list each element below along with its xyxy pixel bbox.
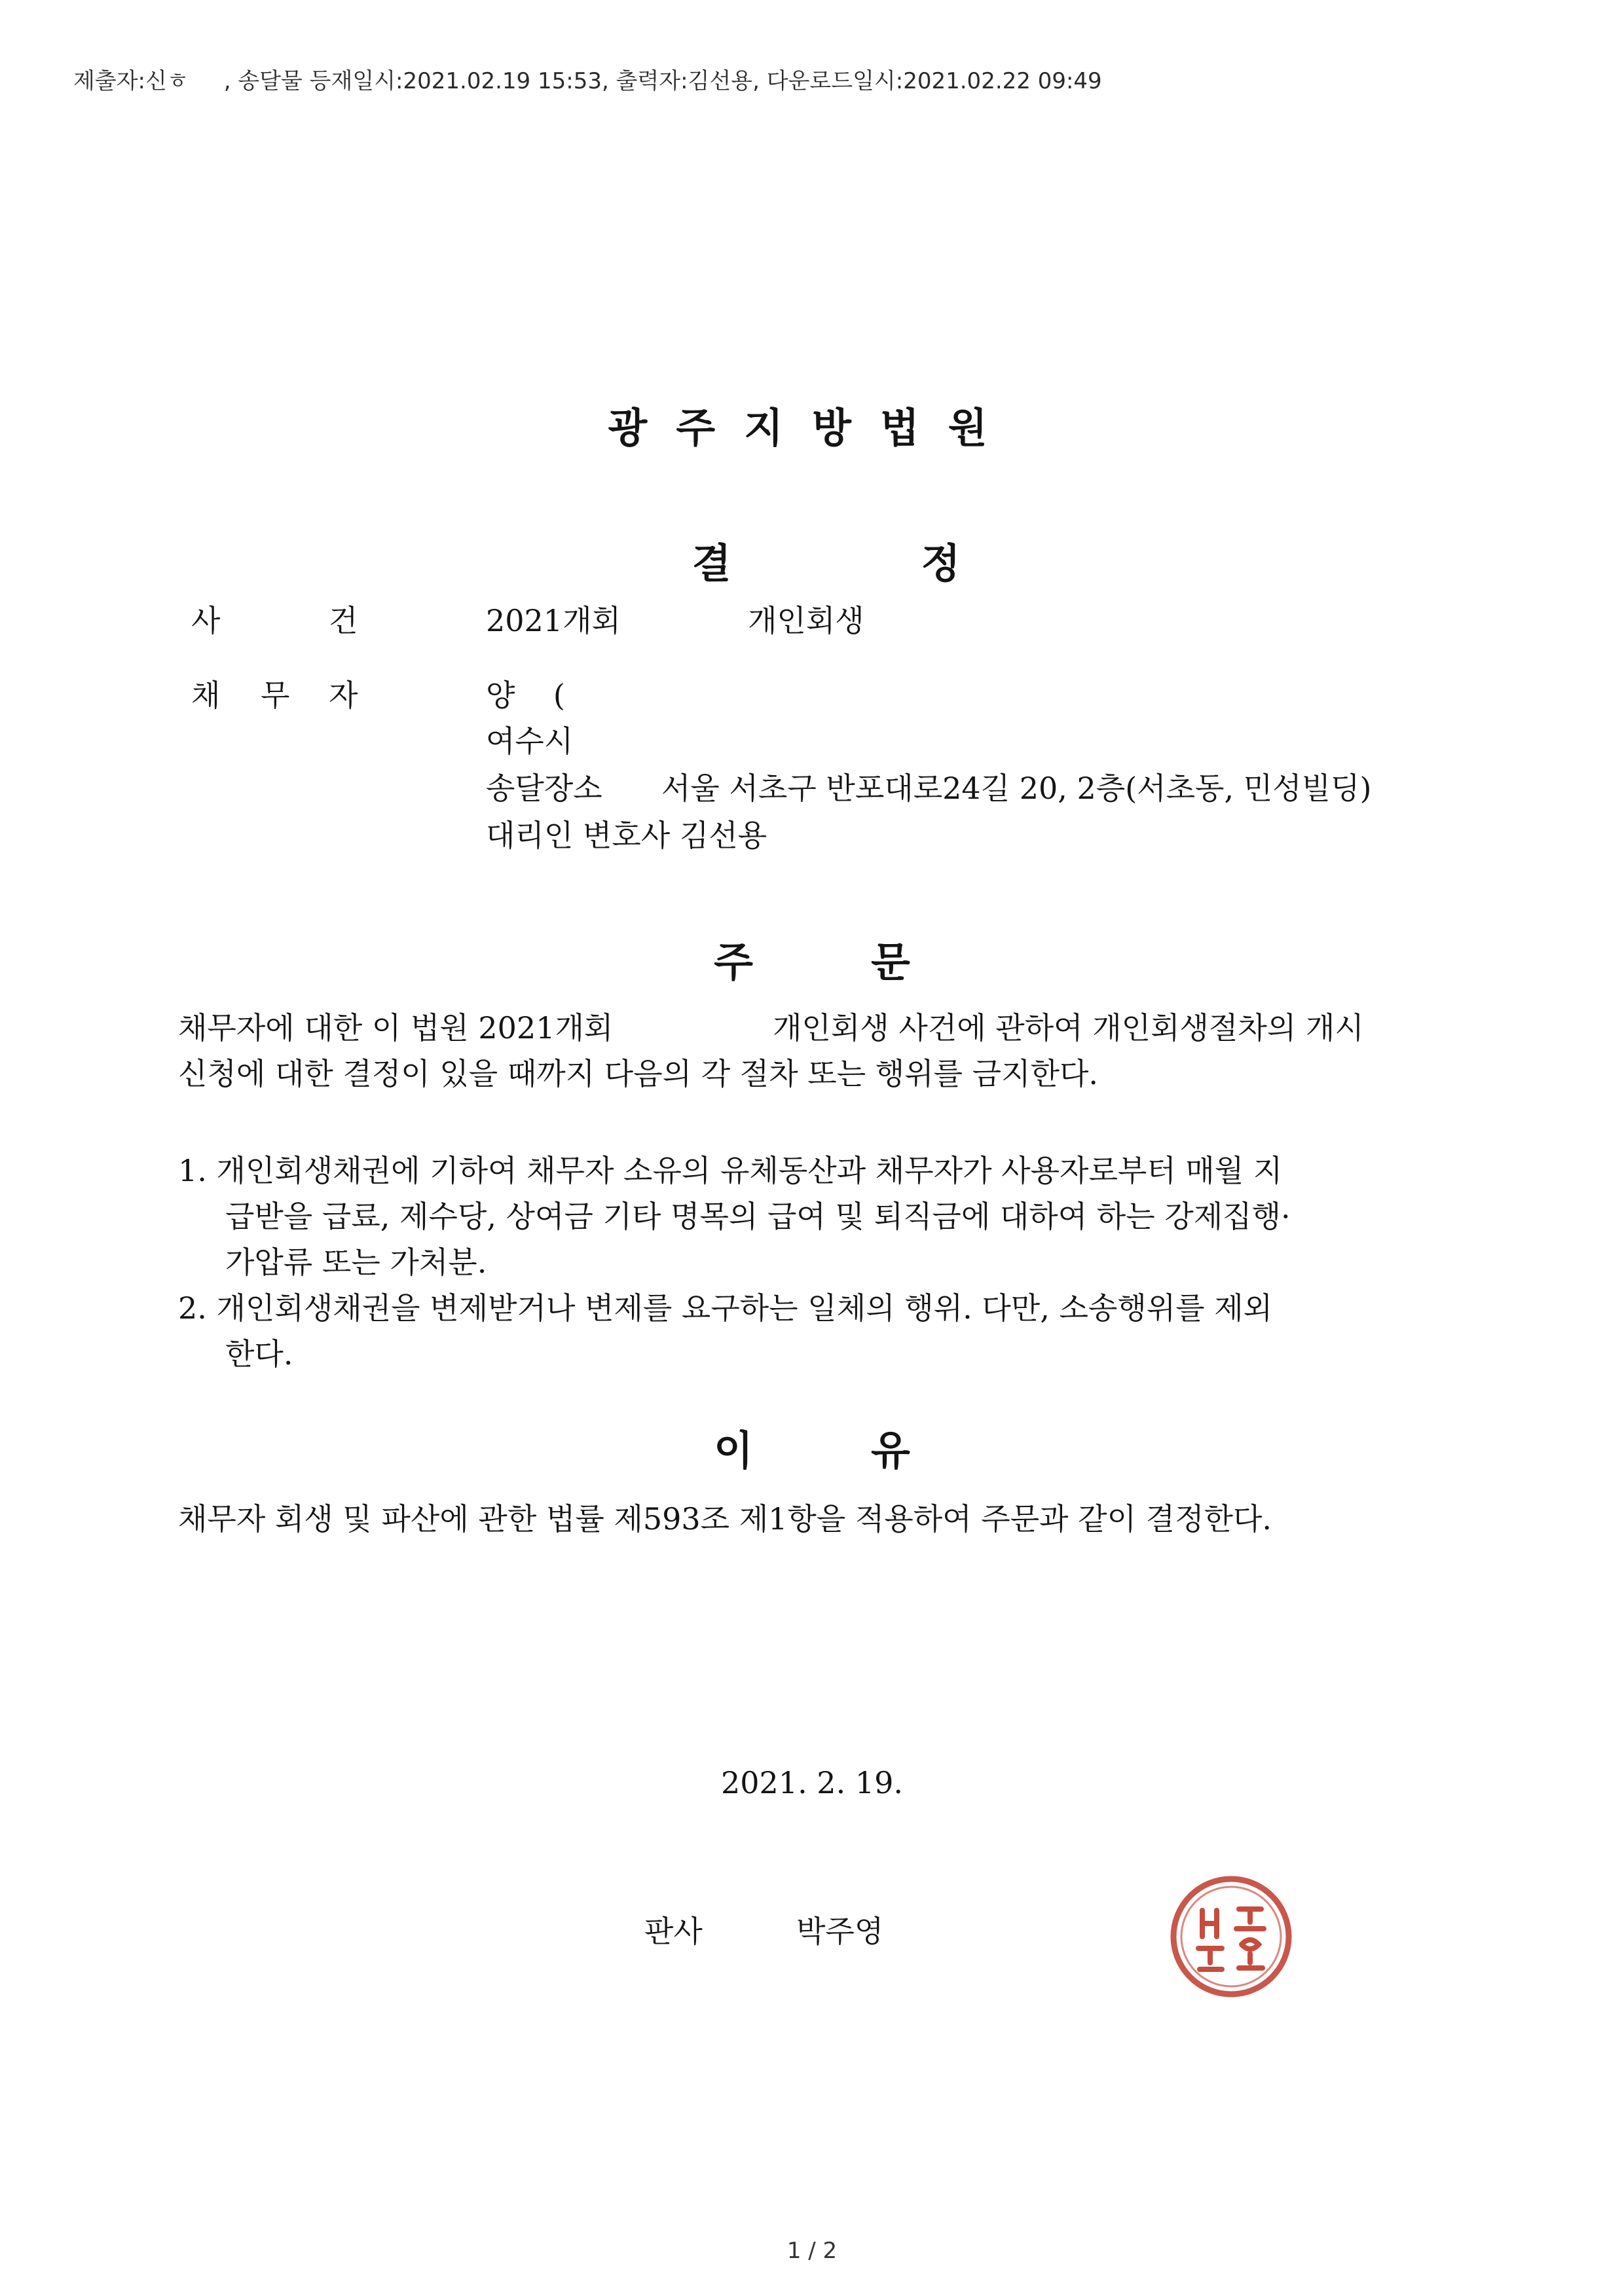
order-item-2-line-1: 2. 개인회생채권을 변제받거나 변제를 요구하는 일체의 행위. 다만, 소송행위를 제외 bbox=[178, 1290, 1273, 1326]
download-header: 제출자:신ㅎ , 송달물 등재일시:2021.02.19 15:53, 출력자:김선용, 다운로드일시:2021.02.22 09:49 bbox=[73, 68, 1102, 94]
reason-heading-left: 이 bbox=[714, 1427, 753, 1474]
debtor-label-char-2: 무 bbox=[261, 678, 290, 713]
service-label: 송달장소 bbox=[486, 771, 602, 806]
debtor-agent: 대리인 변호사 김선용 bbox=[486, 818, 767, 853]
document-title bbox=[0, 483, 1624, 589]
order-item-2-line-2: 한다. bbox=[225, 1336, 293, 1372]
decision-date: 2021. 2. 19. bbox=[721, 1765, 903, 1800]
debtor-address: 여수시 bbox=[486, 723, 574, 759]
title-char-right: 정 bbox=[921, 539, 961, 587]
order-intro-line-1b: 개인회생 사건에 관하여 개인회생절차의 개시 bbox=[773, 1010, 1364, 1046]
order-item-1-line-3: 가압류 또는 가처분. bbox=[225, 1245, 487, 1280]
reason-heading bbox=[0, 1418, 1624, 1476]
page-number: 1 / 2 bbox=[786, 2238, 838, 2264]
reason-text: 채무자 회생 및 파산에 관한 법률 제593조 제1항을 적용하여 주문과 같이 결정한다. bbox=[178, 1501, 1272, 1537]
reason-heading-right: 유 bbox=[871, 1427, 910, 1474]
debtor-label-char-1: 채 bbox=[191, 678, 221, 713]
case-label-char-2: 건 bbox=[329, 603, 358, 638]
case-type: 개인회생 bbox=[748, 603, 864, 638]
order-heading bbox=[0, 930, 1624, 988]
debtor-name: 양 ( bbox=[486, 678, 565, 713]
court-name: 광주지방법원 bbox=[608, 404, 1016, 452]
order-heading-left: 주 bbox=[714, 938, 753, 986]
order-intro-line-1a: 채무자에 대한 이 법원 2021개회 bbox=[178, 1010, 614, 1046]
order-item-1-line-1: 1. 개인회생채권에 기하여 채무자 소유의 유체동산과 채무자가 사용자로부터 매월 지 bbox=[178, 1153, 1283, 1188]
order-item-1-line-2: 급받을 급료, 제수당, 상여금 기타 명목의 급여 및 퇴직금에 대하여 하는 강제집행· bbox=[225, 1199, 1291, 1234]
order-heading-right: 문 bbox=[871, 938, 910, 986]
case-number: 2021개회 bbox=[486, 603, 621, 638]
judge-label: 판사 bbox=[644, 1914, 703, 1949]
title-char-left: 결 bbox=[692, 539, 731, 587]
order-intro-line-2: 신청에 대한 결정이 있을 때까지 다음의 각 절차 또는 행위를 금지한다. bbox=[178, 1056, 1099, 1091]
debtor-label-char-3: 자 bbox=[329, 678, 358, 713]
case-label-char-1: 사 bbox=[191, 603, 221, 638]
judge-seal-icon bbox=[1166, 1871, 1297, 2002]
service-address: 서울 서초구 반포대로24길 20, 2층(서초동, 민성빌딩) bbox=[661, 771, 1372, 806]
judge-name: 박주영 bbox=[796, 1914, 884, 1949]
